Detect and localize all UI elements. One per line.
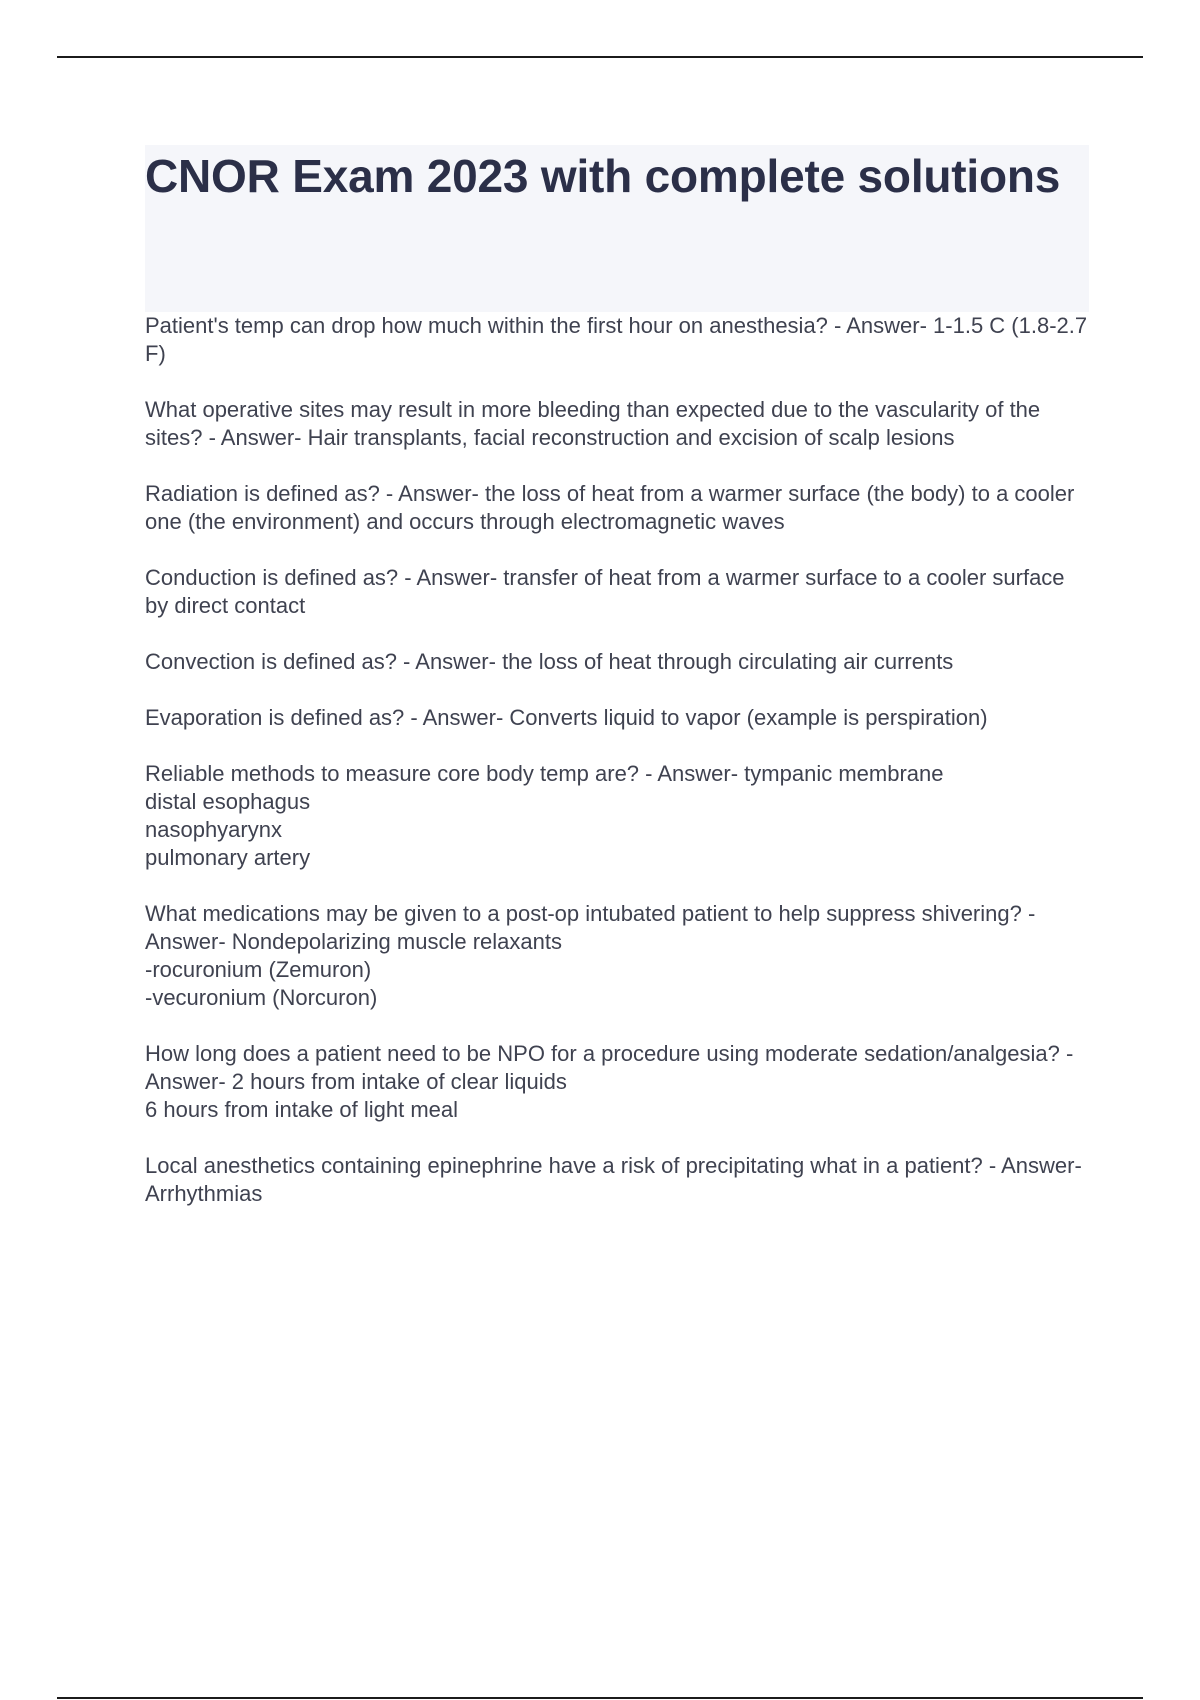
qa-item: Radiation is defined as? - Answer- the loss of heat from a warmer surface (the body) to a cooler one (the environment) and occurs through electromagnetic waves [145,480,1090,536]
qa-item: Reliable methods to measure core body temp are? - Answer- tympanic membrane distal esophagus nasophyarynx pulmonary artery [145,760,1090,872]
title-block [145,145,1089,313]
document-title: CNOR Exam 2023 with complete solutions [145,150,1061,202]
qa-item: Convection is defined as? - Answer- the loss of heat through circulating air currents [145,648,1090,676]
bottom-divider [57,1697,1143,1699]
qa-list [145,312,1090,1208]
top-divider [57,56,1143,58]
qa-item: How long does a patient need to be NPO for a procedure using moderate sedation/analgesia? - Answer- 2 hours from intake of clear liquids 6 hours from intake of light meal [145,1040,1090,1124]
qa-item: What operative sites may result in more bleeding than expected due to the vascularity of the sites? - Answer- Hair transplants, facial reconstruction and excision of scalp lesions [145,396,1090,452]
qa-item: Evaporation is defined as? - Answer- Converts liquid to vapor (example is perspiration) [145,704,1090,732]
qa-item: Conduction is defined as? - Answer- transfer of heat from a warmer surface to a cooler surface by direct contact [145,564,1090,620]
qa-item: What medications may be given to a post-op intubated patient to help suppress shivering? - Answer- Nondepolarizing muscle relaxants -rocuronium (Zemuron) -vecuronium (Norcuron) [145,900,1090,1012]
qa-item: Local anesthetics containing epinephrine have a risk of precipitating what in a patient? - Answer- Arrhythmias [145,1152,1090,1208]
qa-item: Patient's temp can drop how much within the first hour on anesthesia? - Answer- 1-1.5 C (1.8-2.7 F) [145,312,1090,368]
